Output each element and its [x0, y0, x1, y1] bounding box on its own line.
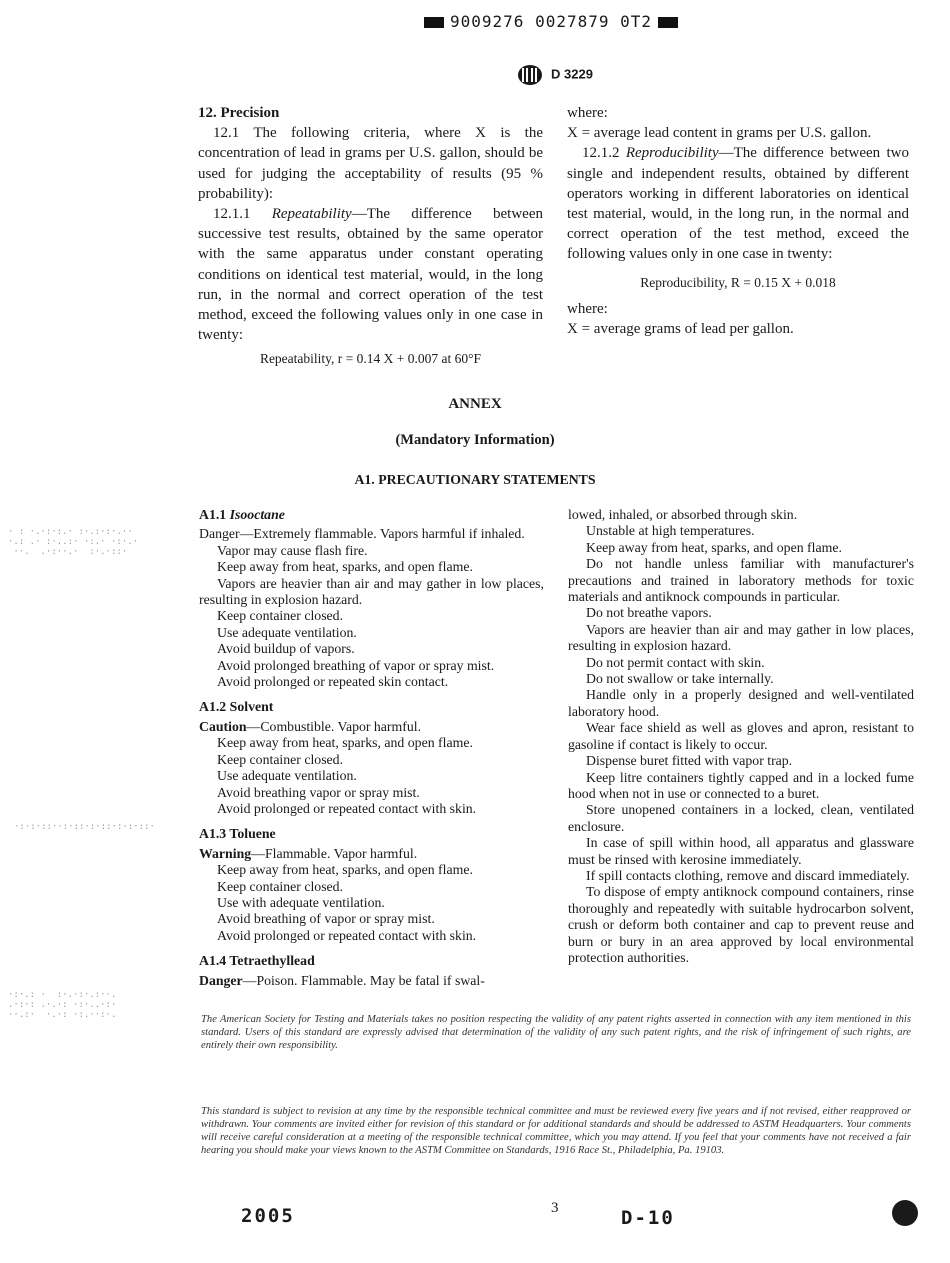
- statement-item: Handle only in a properly designed and well-ventilated laboratory hood.: [568, 687, 914, 719]
- statement-item: Avoid breathing of vapor or spray mist.: [217, 911, 435, 927]
- page-number: 3: [551, 1200, 559, 1216]
- annex-right-column: [568, 507, 914, 966]
- precision-left-column: [198, 103, 543, 374]
- statement-item: Wear face shield as well as gloves and apron, resistant to gasoline if contact is likely to occur.: [568, 720, 914, 752]
- hazard-text: —Combustible. Vapor harmful.: [246, 718, 422, 734]
- toluene-statements: [199, 862, 544, 944]
- tetraethyllead-statements: [568, 523, 914, 966]
- statement-item: Keep container closed.: [217, 878, 344, 894]
- patent-notice: The American Society for Testing and Materials takes no position respecting the validity of any patent rights asserted in connection with any item mentioned in this standard. Users of this standard are expressly advised that determination of the validity of any such patent rights, and the risk of infringement of such rights, are entirely their own responsibility.: [201, 1014, 911, 1051]
- barcode-text: 9009276 0027879 0T2: [450, 12, 653, 31]
- signal-word: Warning: [199, 845, 252, 861]
- variable-definition: X = average lead content in grams per U.S. gallon.: [567, 125, 872, 142]
- precision-right-column: [567, 103, 909, 339]
- statement-item: Use adequate ventilation.: [217, 624, 357, 640]
- isooctane-statements: [199, 543, 544, 691]
- document-barcode-line: [418, 12, 708, 32]
- statement-item: Keep away from heat, sparks, and open flame.: [217, 559, 473, 575]
- paragraph-12-1-2: [567, 143, 909, 264]
- revision-notice: This standard is subject to revision at any time by the responsible technical committee and must be reviewed every five years and if not revised, either reapproved or withdrawn. Your comments are invited either for revision of this standard or for additional standards and should be addressed to ASTM Headquarters. Your comments will receive careful consideration at a meeting of the responsible technical committee, which you may attend. If you feel that your comments have not received a fair hearing you should make your views known to the ASTM Committee on Standards, 1916 Race St., Philadelphia, Pa. 19103.: [201, 1106, 911, 1156]
- astm-logo-icon: [517, 64, 543, 86]
- statement-item: Avoid buildup of vapors.: [217, 641, 355, 657]
- statement-item: Avoid prolonged or repeated skin contact.: [217, 674, 449, 690]
- hazard-text: —Poison. Flammable. May be fatal if swal-: [242, 972, 485, 988]
- paragraph-12-1-1: [198, 204, 543, 345]
- statement-item: Store unopened containers in a locked, clean, ventilated enclosure.: [568, 802, 914, 834]
- paragraph-number: 12.1.2: [582, 145, 626, 162]
- barcode-block-right: [658, 17, 678, 28]
- page-header: [517, 64, 593, 86]
- statement-item: Keep away from heat, sparks, and open flame.: [217, 862, 473, 878]
- paragraph-12-1: 12.1 The following criteria, where X is the concentration of lead in grams per U.S. gallon, should be used for judging the acceptability of results (95 % probability):: [198, 125, 543, 202]
- isooctane-hazard: Danger—Extremely flammable. Vapors harmful if inhaled.: [199, 526, 525, 542]
- statement-item: Avoid prolonged or repeated contact with skin.: [217, 927, 477, 943]
- statement-item: Vapor may cause flash fire.: [217, 542, 368, 558]
- isooctane-heading: [199, 507, 544, 523]
- toluene-hazard: [199, 846, 544, 862]
- variable-definition: X = average grams of lead per gallon.: [567, 321, 794, 338]
- statement-item: In case of spill within hood, all apparatus and glassware must be rinsed with kerosine immediately.: [568, 835, 914, 867]
- standard-id: D 3229: [551, 66, 593, 82]
- statement-item: Do not swallow or take internally.: [586, 671, 774, 687]
- annex-section-title: A1. PRECAUTIONARY STATEMENTS: [354, 472, 596, 487]
- statement-item: Use adequate ventilation.: [217, 768, 357, 784]
- statement-item: Keep away from heat, sparks, and open flame.: [217, 735, 473, 751]
- statement-item: Keep litre containers tightly capped and in a locked fume hood when not in use or connected to a buret.: [568, 769, 914, 801]
- tetraethyllead-hazard: [199, 973, 544, 989]
- signal-word: Caution: [199, 718, 247, 734]
- where-label: where:: [567, 105, 608, 121]
- statement-item: To dispose of empty antiknock compound containers, rinse thoroughly and repeatedly with suitable hydrocarbon solvent, crush or deform both container and cap to prevent reuse and burn or bury in an area approved by local environmental protection authorities.: [568, 884, 914, 965]
- solvent-heading: A1.2 Solvent: [199, 699, 274, 715]
- hazard-text: —Flammable. Vapor harmful.: [251, 845, 418, 861]
- statement-item: Unstable at high temperatures.: [586, 523, 755, 539]
- statement-item: If spill contacts clothing, remove and discard immediately.: [586, 867, 910, 883]
- statement-item: Keep container closed.: [217, 608, 344, 624]
- statement-item: Avoid prolonged breathing of vapor or spray mist.: [217, 657, 495, 673]
- scan-noise: · : ·.·:·:.· :·.:·:·.·· ·.: .· :·..:· ·:.· ·:·.· ··. .·:··.· :·.·::·: [8, 527, 139, 557]
- statement-item: Vapors are heavier than air and may gather in low places, resulting in explosion hazard.: [568, 621, 914, 654]
- statement-item: Dispense buret fitted with vapor trap.: [586, 753, 793, 769]
- paragraph-body: —The difference between successive test results, obtained by the same operator with the same apparatus under constant operating conditions on identical test material, would, in the long run, in the normal and correct operation of the test method, exceed the following values only in one case in twenty:: [198, 206, 543, 344]
- statement-item: Use with adequate ventilation.: [217, 894, 385, 910]
- statement-item: Vapors are heavier than air and may gather in low places, resulting in explosion hazard.: [199, 575, 544, 608]
- statement-item: Do not breathe vapors.: [586, 605, 712, 621]
- toluene-heading: A1.3 Toluene: [199, 826, 276, 842]
- scan-noise: ·:·:·::··:·::·:·::·:·:·::·: [14, 822, 155, 832]
- stamp-right: D-10: [621, 1207, 675, 1229]
- annex-title: ANNEX: [448, 396, 502, 412]
- statement-item: Do not permit contact with skin.: [586, 654, 765, 670]
- solvent-statements: [199, 735, 544, 817]
- tetraethyllead-heading: A1.4 Tetraethyllead: [199, 953, 315, 969]
- statement-item: Avoid breathing vapor or spray mist.: [217, 784, 420, 800]
- paragraph-body: —The difference between two single and independent results, obtained by different operators working in different laboratories on identical test material, would, in the long run, in the normal and correct operation of the test method, exceed the following values only in one case in twenty:: [567, 145, 909, 263]
- statement-item: Avoid prolonged or repeated contact with skin.: [217, 800, 477, 816]
- annex-subtitle: (Mandatory Information): [395, 432, 555, 448]
- barcode-block-left: [424, 17, 444, 28]
- annex-left-column: [199, 507, 544, 989]
- repeatability-formula: Repeatability, r = 0.14 X + 0.007 at 60°F: [259, 351, 482, 367]
- paragraph-term: Reproducibility: [625, 145, 719, 162]
- paragraph-term: Repeatability: [271, 206, 352, 223]
- reproducibility-formula: Reproducibility, R = 0.15 X + 0.018: [640, 274, 836, 290]
- heading-name: Isooctane: [229, 507, 285, 522]
- signal-word: Danger: [199, 972, 243, 988]
- scan-noise: ·:·.: · :·.·:·.:··. .·:·: .·.·: ·:·..·:· ··.:· ·.·: ·:.··:·.: [8, 990, 117, 1020]
- where-label: where:: [567, 300, 608, 317]
- heading-number: A1.1: [199, 507, 230, 522]
- statement-item: Do not handle unless familiar with manufacturer's precautions and trained in laboratory methods for toxic materials and antiknock compounds in particular.: [568, 556, 914, 605]
- stamp-left: 2005: [241, 1205, 295, 1227]
- paragraph-number: 12.1.1: [213, 206, 272, 223]
- statement-item: Keep away from heat, sparks, and open flame.: [586, 539, 842, 555]
- solvent-hazard: [199, 719, 544, 735]
- section-title: 12. Precision: [198, 105, 280, 121]
- statement-item: Keep container closed.: [217, 751, 344, 767]
- tetraethyllead-hazard-continued: lowed, inhaled, or absorbed through skin.: [568, 507, 798, 522]
- corner-blot: [892, 1200, 918, 1226]
